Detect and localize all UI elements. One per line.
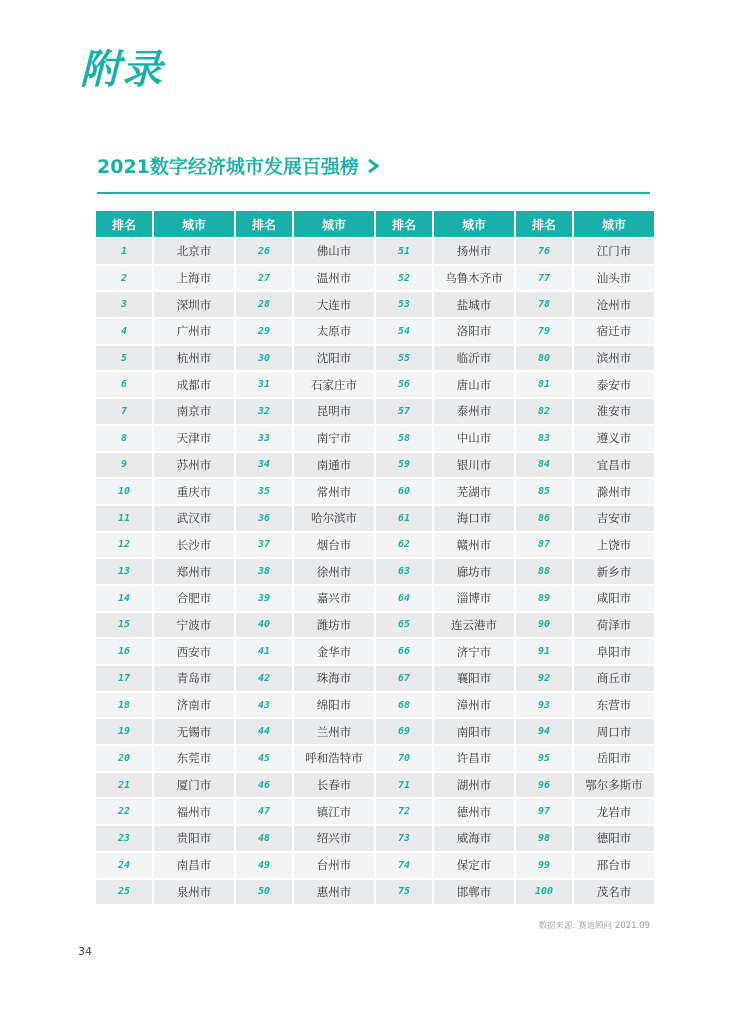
city-cell: 太原市 (294, 319, 374, 344)
rank-cell: 69 (376, 719, 432, 744)
rank-cell: 52 (376, 266, 432, 291)
city-cell: 西安市 (154, 639, 234, 664)
city-cell: 泰安市 (574, 372, 654, 397)
rank-cell: 44 (236, 719, 292, 744)
city-cell: 鄂尔多斯市 (574, 773, 654, 798)
city-cell: 金华市 (294, 639, 374, 664)
city-cell: 威海市 (434, 826, 514, 851)
header-rank: 排名 (516, 211, 572, 237)
city-cell: 宜昌市 (574, 453, 654, 478)
appendix-title: 附录 (80, 47, 164, 93)
city-cell: 海口市 (434, 506, 514, 531)
city-cell: 泰州市 (434, 399, 514, 424)
rank-cell: 64 (376, 586, 432, 611)
table-row (96, 399, 654, 424)
city-cell: 连云港市 (434, 613, 514, 638)
table-row (96, 533, 654, 558)
city-cell: 重庆市 (154, 479, 234, 504)
rank-cell: 14 (96, 586, 152, 611)
city-cell: 合肥市 (154, 586, 234, 611)
rank-cell: 50 (236, 880, 292, 905)
rank-cell: 8 (96, 426, 152, 451)
city-cell: 温州市 (294, 266, 374, 291)
rank-cell: 72 (376, 799, 432, 824)
rank-cell: 9 (96, 453, 152, 478)
table-header-row (96, 211, 654, 237)
city-cell: 台州市 (294, 853, 374, 878)
city-cell: 深圳市 (154, 292, 234, 317)
city-cell: 福州市 (154, 799, 234, 824)
rank-cell: 31 (236, 372, 292, 397)
city-cell: 临沂市 (434, 346, 514, 371)
city-cell: 南阳市 (434, 719, 514, 744)
rank-cell: 85 (516, 479, 572, 504)
table-row (96, 826, 654, 851)
table-row (96, 586, 654, 611)
table-row (96, 719, 654, 744)
city-cell: 泉州市 (154, 880, 234, 905)
city-cell: 茂名市 (574, 880, 654, 905)
header-city: 城市 (574, 211, 654, 237)
city-cell: 南通市 (294, 453, 374, 478)
rank-cell: 7 (96, 399, 152, 424)
rank-cell: 77 (516, 266, 572, 291)
city-cell: 德阳市 (574, 826, 654, 851)
city-cell: 唐山市 (434, 372, 514, 397)
rank-cell: 99 (516, 853, 572, 878)
city-cell: 长春市 (294, 773, 374, 798)
city-cell: 滨州市 (574, 346, 654, 371)
table-row (96, 266, 654, 291)
city-cell: 宁波市 (154, 613, 234, 638)
table-row (96, 613, 654, 638)
table-row (96, 639, 654, 664)
rank-cell: 20 (96, 746, 152, 771)
table-row (96, 292, 654, 317)
city-cell: 呼和浩特市 (294, 746, 374, 771)
city-cell: 芜湖市 (434, 479, 514, 504)
table-row (96, 559, 654, 584)
rank-cell: 86 (516, 506, 572, 531)
title-divider (97, 192, 650, 194)
rank-cell: 59 (376, 453, 432, 478)
rank-cell: 54 (376, 319, 432, 344)
city-cell: 南昌市 (154, 853, 234, 878)
section-title-text: 2021数字经济城市发展百强榜 (97, 156, 359, 178)
rank-cell: 48 (236, 826, 292, 851)
rank-cell: 32 (236, 399, 292, 424)
city-cell: 汕头市 (574, 266, 654, 291)
city-cell: 成都市 (154, 372, 234, 397)
rank-cell: 49 (236, 853, 292, 878)
rank-cell: 28 (236, 292, 292, 317)
rank-cell: 45 (236, 746, 292, 771)
rank-cell: 95 (516, 746, 572, 771)
rank-cell: 97 (516, 799, 572, 824)
city-cell: 大连市 (294, 292, 374, 317)
rank-cell: 80 (516, 346, 572, 371)
city-cell: 东营市 (574, 693, 654, 718)
rank-cell: 46 (236, 773, 292, 798)
section-title (97, 152, 381, 179)
rank-cell: 26 (236, 239, 292, 264)
header-city: 城市 (294, 211, 374, 237)
city-cell: 德州市 (434, 799, 514, 824)
city-cell: 长沙市 (154, 533, 234, 558)
rank-cell: 11 (96, 506, 152, 531)
chevron-right-icon (367, 158, 381, 174)
table-row (96, 853, 654, 878)
rank-cell: 91 (516, 639, 572, 664)
rank-cell: 1 (96, 239, 152, 264)
rank-cell: 4 (96, 319, 152, 344)
rank-cell: 76 (516, 239, 572, 264)
city-cell: 漳州市 (434, 693, 514, 718)
rank-cell: 81 (516, 372, 572, 397)
city-cell: 商丘市 (574, 666, 654, 691)
city-cell: 洛阳市 (434, 319, 514, 344)
city-cell: 徐州市 (294, 559, 374, 584)
city-cell: 上海市 (154, 266, 234, 291)
city-cell: 遵义市 (574, 426, 654, 451)
city-cell: 厦门市 (154, 773, 234, 798)
rank-cell: 37 (236, 533, 292, 558)
city-cell: 中山市 (434, 426, 514, 451)
rank-cell: 35 (236, 479, 292, 504)
city-cell: 岳阳市 (574, 746, 654, 771)
city-cell: 天津市 (154, 426, 234, 451)
header-rank: 排名 (236, 211, 292, 237)
rank-cell: 3 (96, 292, 152, 317)
rank-cell: 56 (376, 372, 432, 397)
table-row (96, 693, 654, 718)
rank-cell: 75 (376, 880, 432, 905)
city-cell: 盐城市 (434, 292, 514, 317)
rank-cell: 60 (376, 479, 432, 504)
header-city: 城市 (154, 211, 234, 237)
city-cell: 石家庄市 (294, 372, 374, 397)
rank-cell: 83 (516, 426, 572, 451)
city-cell: 江门市 (574, 239, 654, 264)
rank-cell: 94 (516, 719, 572, 744)
table-row (96, 426, 654, 451)
rank-cell: 57 (376, 399, 432, 424)
rank-cell: 90 (516, 613, 572, 638)
rank-cell: 24 (96, 853, 152, 878)
rank-cell: 84 (516, 453, 572, 478)
rank-cell: 5 (96, 346, 152, 371)
rank-cell: 71 (376, 773, 432, 798)
city-cell: 宿迁市 (574, 319, 654, 344)
city-cell: 滁州市 (574, 479, 654, 504)
city-cell: 南京市 (154, 399, 234, 424)
city-cell: 济南市 (154, 693, 234, 718)
rank-cell: 21 (96, 773, 152, 798)
table-row (96, 506, 654, 531)
city-cell: 南宁市 (294, 426, 374, 451)
header-rank: 排名 (376, 211, 432, 237)
city-cell: 许昌市 (434, 746, 514, 771)
rank-cell: 74 (376, 853, 432, 878)
rank-cell: 33 (236, 426, 292, 451)
table-row (96, 372, 654, 397)
rank-cell: 39 (236, 586, 292, 611)
table-row (96, 453, 654, 478)
rank-cell: 70 (376, 746, 432, 771)
city-cell: 邢台市 (574, 853, 654, 878)
city-cell: 青岛市 (154, 666, 234, 691)
rank-cell: 88 (516, 559, 572, 584)
rank-cell: 42 (236, 666, 292, 691)
rank-cell: 63 (376, 559, 432, 584)
city-cell: 珠海市 (294, 666, 374, 691)
rank-cell: 100 (516, 880, 572, 905)
rank-cell: 25 (96, 880, 152, 905)
city-cell: 苏州市 (154, 453, 234, 478)
rank-cell: 23 (96, 826, 152, 851)
city-cell: 吉安市 (574, 506, 654, 531)
city-cell: 贵阳市 (154, 826, 234, 851)
rank-cell: 66 (376, 639, 432, 664)
table-row (96, 239, 654, 264)
city-cell: 北京市 (154, 239, 234, 264)
table-row (96, 773, 654, 798)
rank-cell: 53 (376, 292, 432, 317)
rank-cell: 15 (96, 613, 152, 638)
page-number: 34 (78, 945, 92, 958)
table-row (96, 319, 654, 344)
city-cell: 淄博市 (434, 586, 514, 611)
city-cell: 武汉市 (154, 506, 234, 531)
rank-cell: 67 (376, 666, 432, 691)
data-source: 数据来源: 赛迪顾问 2021.09 (538, 921, 650, 931)
rank-cell: 93 (516, 693, 572, 718)
rank-cell: 79 (516, 319, 572, 344)
city-cell: 绵阳市 (294, 693, 374, 718)
city-cell: 济宁市 (434, 639, 514, 664)
rank-cell: 18 (96, 693, 152, 718)
table-row (96, 799, 654, 824)
rank-cell: 61 (376, 506, 432, 531)
rank-cell: 16 (96, 639, 152, 664)
city-cell: 保定市 (434, 853, 514, 878)
header-city: 城市 (434, 211, 514, 237)
city-cell: 杭州市 (154, 346, 234, 371)
city-cell: 兰州市 (294, 719, 374, 744)
city-cell: 龙岩市 (574, 799, 654, 824)
city-cell: 银川市 (434, 453, 514, 478)
city-cell: 烟台市 (294, 533, 374, 558)
city-cell: 镇江市 (294, 799, 374, 824)
city-cell: 潍坊市 (294, 613, 374, 638)
table-row (96, 880, 654, 905)
city-cell: 乌鲁木齐市 (434, 266, 514, 291)
city-cell: 咸阳市 (574, 586, 654, 611)
rank-cell: 55 (376, 346, 432, 371)
rank-cell: 17 (96, 666, 152, 691)
table-row (96, 479, 654, 504)
city-cell: 上饶市 (574, 533, 654, 558)
rank-cell: 34 (236, 453, 292, 478)
rank-cell: 2 (96, 266, 152, 291)
city-cell: 常州市 (294, 479, 374, 504)
rank-cell: 73 (376, 826, 432, 851)
table-row (96, 746, 654, 771)
city-cell: 郑州市 (154, 559, 234, 584)
table-row (96, 346, 654, 371)
city-cell: 周口市 (574, 719, 654, 744)
table-body (96, 239, 654, 904)
city-cell: 荷泽市 (574, 613, 654, 638)
city-cell: 沧州市 (574, 292, 654, 317)
rank-cell: 12 (96, 533, 152, 558)
city-cell: 昆明市 (294, 399, 374, 424)
rank-cell: 78 (516, 292, 572, 317)
rank-cell: 68 (376, 693, 432, 718)
rank-cell: 92 (516, 666, 572, 691)
city-cell: 湖州市 (434, 773, 514, 798)
rank-cell: 10 (96, 479, 152, 504)
rank-cell: 51 (376, 239, 432, 264)
city-cell: 惠州市 (294, 880, 374, 905)
city-cell: 嘉兴市 (294, 586, 374, 611)
rank-cell: 22 (96, 799, 152, 824)
rank-cell: 40 (236, 613, 292, 638)
rank-cell: 58 (376, 426, 432, 451)
rank-cell: 82 (516, 399, 572, 424)
rank-cell: 6 (96, 372, 152, 397)
rank-cell: 36 (236, 506, 292, 531)
rank-cell: 47 (236, 799, 292, 824)
rank-cell: 27 (236, 266, 292, 291)
city-cell: 阜阳市 (574, 639, 654, 664)
rank-cell: 62 (376, 533, 432, 558)
city-cell: 东莞市 (154, 746, 234, 771)
city-cell: 襄阳市 (434, 666, 514, 691)
rank-cell: 29 (236, 319, 292, 344)
rank-cell: 38 (236, 559, 292, 584)
city-cell: 广州市 (154, 319, 234, 344)
city-cell: 新乡市 (574, 559, 654, 584)
ranking-table (94, 209, 656, 906)
rank-cell: 43 (236, 693, 292, 718)
rank-cell: 87 (516, 533, 572, 558)
rank-cell: 19 (96, 719, 152, 744)
rank-cell: 30 (236, 346, 292, 371)
city-cell: 无锡市 (154, 719, 234, 744)
city-cell: 绍兴市 (294, 826, 374, 851)
city-cell: 扬州市 (434, 239, 514, 264)
rank-cell: 96 (516, 773, 572, 798)
rank-cell: 41 (236, 639, 292, 664)
header-rank: 排名 (96, 211, 152, 237)
table-row (96, 666, 654, 691)
city-cell: 哈尔滨市 (294, 506, 374, 531)
city-cell: 赣州市 (434, 533, 514, 558)
rank-cell: 89 (516, 586, 572, 611)
rank-cell: 98 (516, 826, 572, 851)
rank-cell: 65 (376, 613, 432, 638)
city-cell: 邯郸市 (434, 880, 514, 905)
rank-cell: 13 (96, 559, 152, 584)
city-cell: 沈阳市 (294, 346, 374, 371)
city-cell: 佛山市 (294, 239, 374, 264)
city-cell: 廊坊市 (434, 559, 514, 584)
city-cell: 淮安市 (574, 399, 654, 424)
